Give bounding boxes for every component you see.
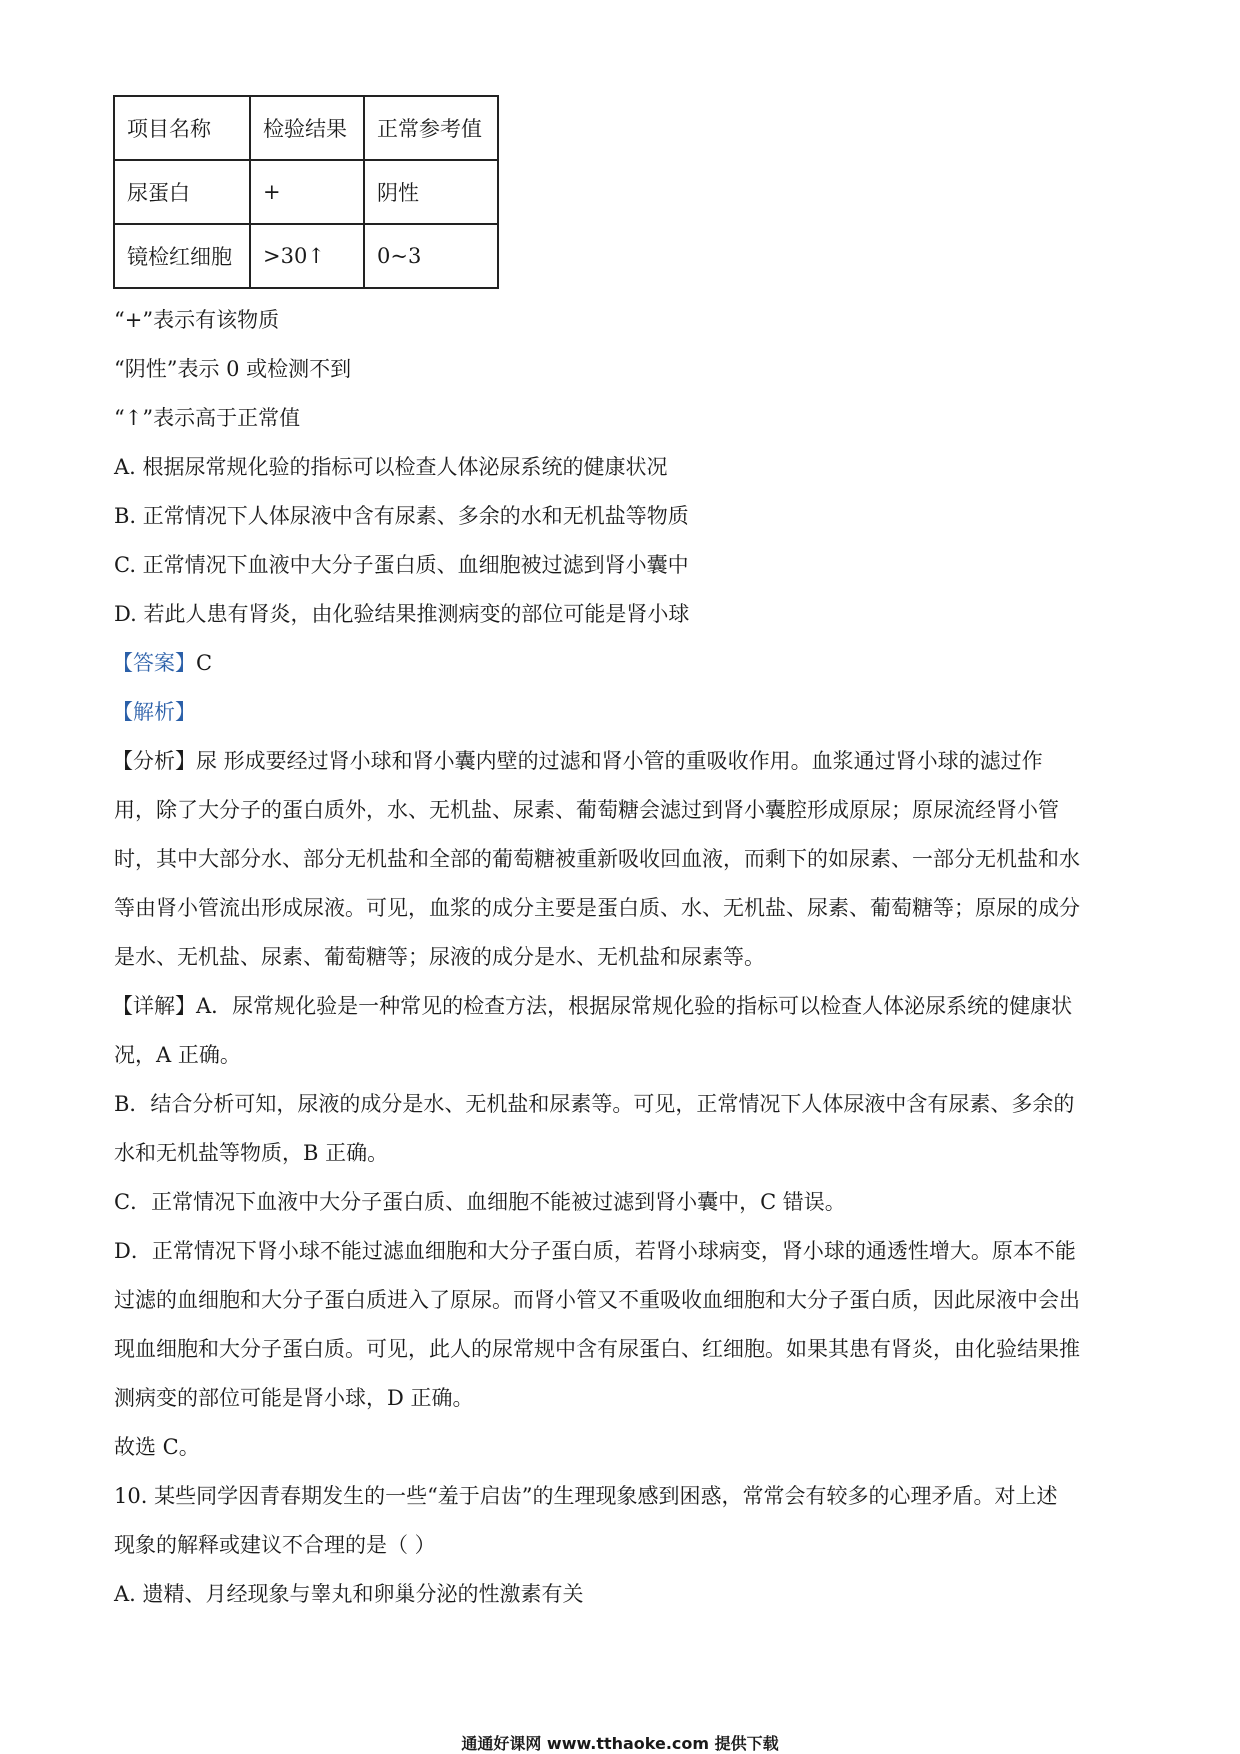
analysis-paragraph-line: 时，其中大部分水、部分无机盐和全部的葡萄糖被重新吸收回血液，而剩下的如尿素、一部分无机盐和水 <box>114 847 1080 871</box>
table-header-cell: 正常参考值 <box>364 96 498 160</box>
analysis-paragraph-line: 是水、无机盐、尿素、葡萄糖等；尿液的成分是水、无机盐和尿素等。 <box>114 945 765 969</box>
table-header-row <box>114 96 498 160</box>
option-d: D. 若此人患有肾炎，由化验结果推测病变的部位可能是肾小球 <box>114 602 690 626</box>
table-cell: 0~3 <box>364 224 498 288</box>
lab-results-table <box>113 95 499 289</box>
option-a: A. 根据尿常规化验的指标可以检查人体泌尿系统的健康状况 <box>114 455 668 479</box>
analysis-text: 尿 形成要经过肾小球和肾小囊内壁的过滤和肾小管的重吸收作用。血浆通过肾小球的滤过作 <box>196 749 1043 773</box>
detail-paragraph-line: 过滤的血细胞和大分子蛋白质进入了原尿。而肾小管又不重吸收血细胞和大分子蛋白质，因此尿液中会出 <box>114 1288 1080 1312</box>
table-header-cell: 项目名称 <box>114 96 250 160</box>
analysis-paragraph-line: 等由肾小管流出形成尿液。可见，血浆的成分主要是蛋白质、水、无机盐、尿素、葡萄糖等；原尿的成分 <box>114 896 1080 920</box>
detail-paragraph-line: 测病变的部位可能是肾小球，D 正确。 <box>114 1386 474 1410</box>
answer-value: C <box>196 651 213 675</box>
detail-paragraph-line: 水和无机盐等物质，B 正确。 <box>114 1141 389 1165</box>
table-cell: 尿蛋白 <box>114 160 250 224</box>
legend-note: “阴性”表示 0 或检测不到 <box>114 357 352 381</box>
question-10-option-a: A. 遗精、月经现象与睾丸和卵巢分泌的性激素有关 <box>114 1582 584 1606</box>
detail-paragraph-line: 现血细胞和大分子蛋白质。可见，此人的尿常规中含有尿蛋白、红细胞。如果其患有肾炎，由化验结果推 <box>114 1337 1080 1361</box>
detail-paragraph-line <box>112 991 1072 1021</box>
table-header-cell: 检验结果 <box>250 96 364 160</box>
analysis-heading <box>112 697 196 727</box>
analysis-label: 【分析】 <box>112 749 196 773</box>
analysis-heading-label: 【解析】 <box>112 700 196 724</box>
analysis-paragraph-line <box>112 746 1043 776</box>
page-footer: 通通好课网 www.tthaoke.com 提供下载 <box>461 1734 779 1753</box>
option-c: C. 正常情况下血液中大分子蛋白质、血细胞被过滤到肾小囊中 <box>114 553 689 577</box>
table-row <box>114 160 498 224</box>
analysis-paragraph-line: 用，除了大分子的蛋白质外，水、无机盐、尿素、葡萄糖会滤过到肾小囊腔形成原尿；原尿流经肾小管 <box>114 798 1059 822</box>
table-cell: 镜检红细胞 <box>114 224 250 288</box>
legend-note: “↑”表示高于正常值 <box>114 406 301 430</box>
question-10-stem: 现象的解释或建议不合理的是（ ） <box>114 1533 436 1557</box>
detail-text: A．尿常规化验是一种常见的检查方法，根据尿常规化验的指标可以检查人体泌尿系统的健康状 <box>196 994 1073 1018</box>
answer-label: 【答案】 <box>112 651 196 675</box>
table-cell: 阴性 <box>364 160 498 224</box>
detail-paragraph-line: D．正常情况下肾小球不能过滤血细胞和大分子蛋白质，若肾小球病变，肾小球的通透性增大。原本不能 <box>114 1239 1076 1263</box>
table-cell: >30↑ <box>250 224 364 288</box>
detail-paragraph-line: B．结合分析可知，尿液的成分是水、无机盐和尿素等。可见，正常情况下人体尿液中含有尿素、多余的 <box>114 1092 1075 1116</box>
detail-paragraph-line: 况，A 正确。 <box>114 1043 241 1067</box>
table-row <box>114 224 498 288</box>
detail-label: 【详解】 <box>112 994 196 1018</box>
table-cell: + <box>250 160 364 224</box>
conclusion-line: 故选 C。 <box>114 1435 200 1459</box>
detail-paragraph-line: C．正常情况下血液中大分子蛋白质、血细胞不能被过滤到肾小囊中，C 错误。 <box>114 1190 846 1214</box>
answer-line <box>112 648 212 678</box>
question-10-stem: 10. 某些同学因青春期发生的一些“羞于启齿”的生理现象感到困惑，常常会有较多的心理矛盾。对上述 <box>114 1484 1058 1508</box>
legend-note: “+”表示有该物质 <box>114 308 280 332</box>
option-b: B. 正常情况下人体尿液中含有尿素、多余的水和无机盐等物质 <box>114 504 689 528</box>
